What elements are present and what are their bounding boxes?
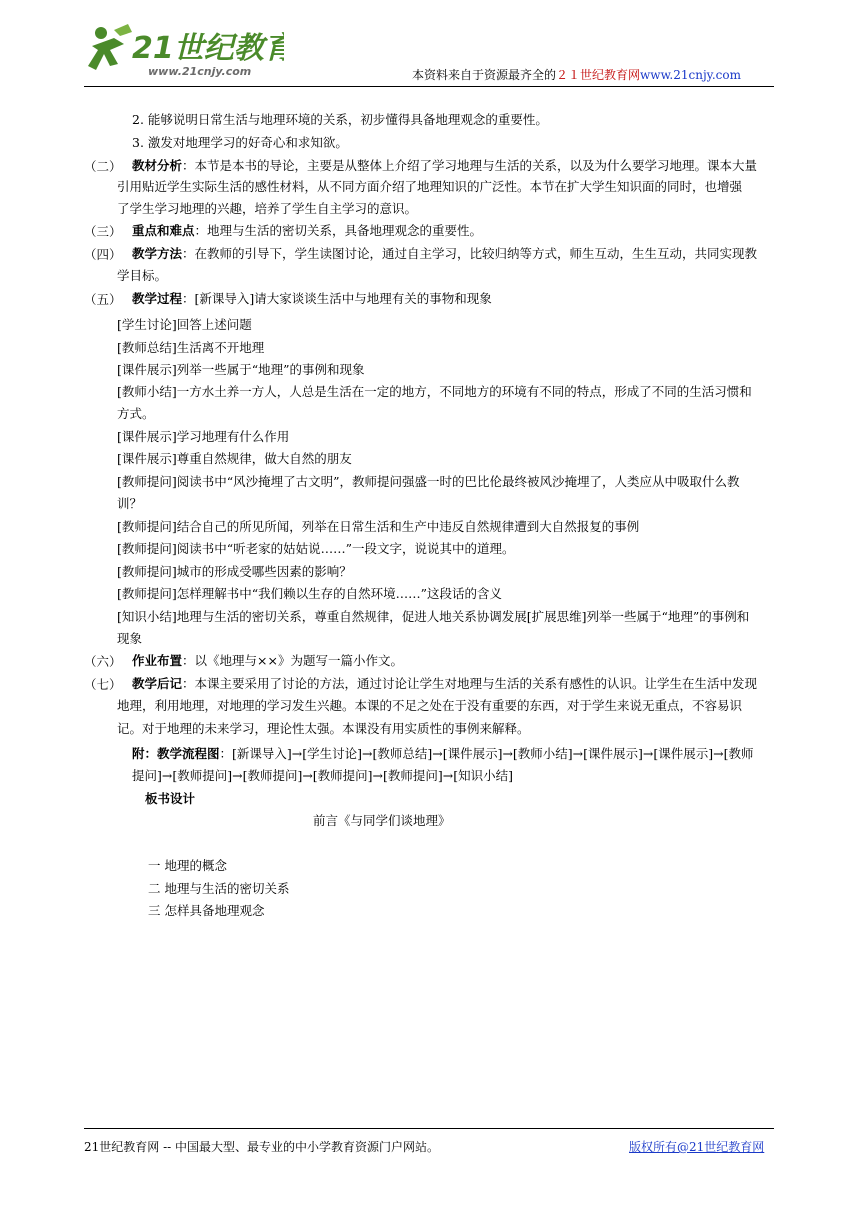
process-line: 训？ — [117, 496, 143, 511]
section-7-line-3: 记。对于地理的未来学习，理论性太强。本课没有用实质性的事例来解释。 — [117, 721, 530, 736]
process-line: [课件展示]尊重自然规律，做大自然的朋友 — [117, 451, 352, 466]
board-title: 前言《与同学们谈地理》 — [313, 813, 451, 828]
section-4-line-2: 学目标。 — [117, 268, 168, 283]
section-7-number: （七） — [84, 677, 122, 692]
section-2-line-1: 教材分析：本节是本书的导论，主要是从整体上介绍了学习地理与生活的关系，以及为什么要学习地理。课本大量 — [132, 158, 758, 173]
header-source: 本资料来自于资源最齐全的２１世纪教育网www.21cnjy.com — [412, 68, 741, 82]
flow-line-1: 附：教学流程图：[新课导入]→[学生讨论]→[教师总结]→[课件展示]→[教师小结]→[课件展示]→[课件展示]→[教师 — [132, 746, 754, 761]
goal-2: 2. 能够说明日常生活与地理环境的关系，初步懂得具备地理观念的重要性。 — [132, 112, 548, 127]
flow-line-2: 提问]→[教师提问]→[教师提问]→[教师提问]→[教师提问]→[知识小结] — [132, 768, 514, 783]
section-2-line-3: 了学生学习地理的兴趣，培养了学生自主学习的意识。 — [117, 201, 418, 216]
section-2-line-2: 引用贴近学生实际生活的感性材料，从不同方面介绍了地理知识的广泛性。本节在扩大学生知识面的同时，也增强 — [117, 179, 743, 194]
section-3-number: （三） — [84, 224, 122, 239]
footer-divider — [84, 1128, 774, 1129]
board-item: 三 怎样具备地理观念 — [148, 903, 265, 918]
footer-tagline: 21世纪教育网 -- 中国最大型、最专业的中小学教育资源门户网站。 — [84, 1140, 440, 1154]
process-line: [教师总结]生活离不开地理 — [117, 340, 265, 355]
section-3-line: 重点和难点：地理与生活的密切关系，具备地理观念的重要性。 — [132, 223, 483, 238]
process-line: [学生讨论]回答上述问题 — [117, 317, 252, 332]
section-4-line-1: 教学方法：在教师的引导下，学生读图讨论，通过自主学习，比较归纳等方式，师生互动，生生互动，共同实现教 — [132, 246, 758, 261]
section-7-line-2: 地理，利用地理，对地理的学习发生兴趣。本课的不足之处在于没有重要的东西，对于学生来说无重点，不容易识 — [117, 698, 743, 713]
section-2-number: （二） — [84, 159, 122, 174]
section-5-line: 教学过程：[新课导入]请大家谈谈生活中与地理有关的事物和现象 — [132, 291, 492, 306]
runner-icon — [88, 24, 132, 70]
section-4-number: （四） — [84, 247, 122, 262]
section-5-number: （五） — [84, 292, 122, 307]
section-6-number: （六） — [84, 654, 122, 669]
process-line: [课件展示]学习地理有什么作用 — [117, 429, 290, 444]
board-item: 一 地理的概念 — [148, 858, 227, 873]
board-item: 二 地理与生活的密切关系 — [148, 881, 290, 896]
process-line: 方式。 — [117, 406, 155, 421]
process-line: [课件展示]列举一些属于“地理”的事例和现象 — [117, 362, 365, 377]
section-7-line-1: 教学后记：本课主要采用了讨论的方法，通过讨论让学生对地理与生活的关系有感性的认识。让学生在生活中发现 — [132, 676, 758, 691]
site-logo — [84, 20, 284, 82]
board-heading: 板书设计 — [145, 791, 196, 806]
logo-text: 21世纪教育 — [132, 31, 284, 66]
process-line: [教师提问]结合自己的所见所闻，列举在日常生活和生产中违反自然规律遭到大自然报复的事例 — [117, 519, 640, 534]
process-line: [教师提问]阅读书中“听老家的姑姑说……”一段文字，说说其中的道理。 — [117, 541, 515, 556]
header-divider — [84, 86, 774, 87]
process-line: [教师提问]阅读书中“风沙掩埋了古文明”，教师提问强盛一时的巴比伦最终被风沙掩埋了，人类应从中吸取什么教 — [117, 474, 740, 489]
section-6-line: 作业布置：以《地理与××》为题写一篇小作文。 — [132, 653, 403, 668]
process-line: [教师提问]怎样理解书中“我们赖以生存的自然环境……”这段话的含义 — [117, 586, 503, 601]
process-line: [知识小结]地理与生活的密切关系，尊重自然规律，促进人地关系协调发展[扩展思维]列举一些属于“地理”的事例和 — [117, 609, 750, 624]
goal-3: 3. 激发对地理学习的好奇心和求知欲。 — [132, 135, 348, 150]
process-line: 现象 — [117, 631, 143, 646]
process-line: [教师提问]城市的形成受哪些因素的影响？ — [117, 564, 352, 579]
process-line: [教师小结]一方水土养一方人，人总是生活在一定的地方，不同地方的环境有不同的特点，形成了不同的生活习惯和 — [117, 384, 752, 399]
copyright-link[interactable]: 版权所有@21世纪教育网 — [629, 1140, 765, 1154]
logo-url: www.21cnjy.com — [148, 65, 252, 78]
